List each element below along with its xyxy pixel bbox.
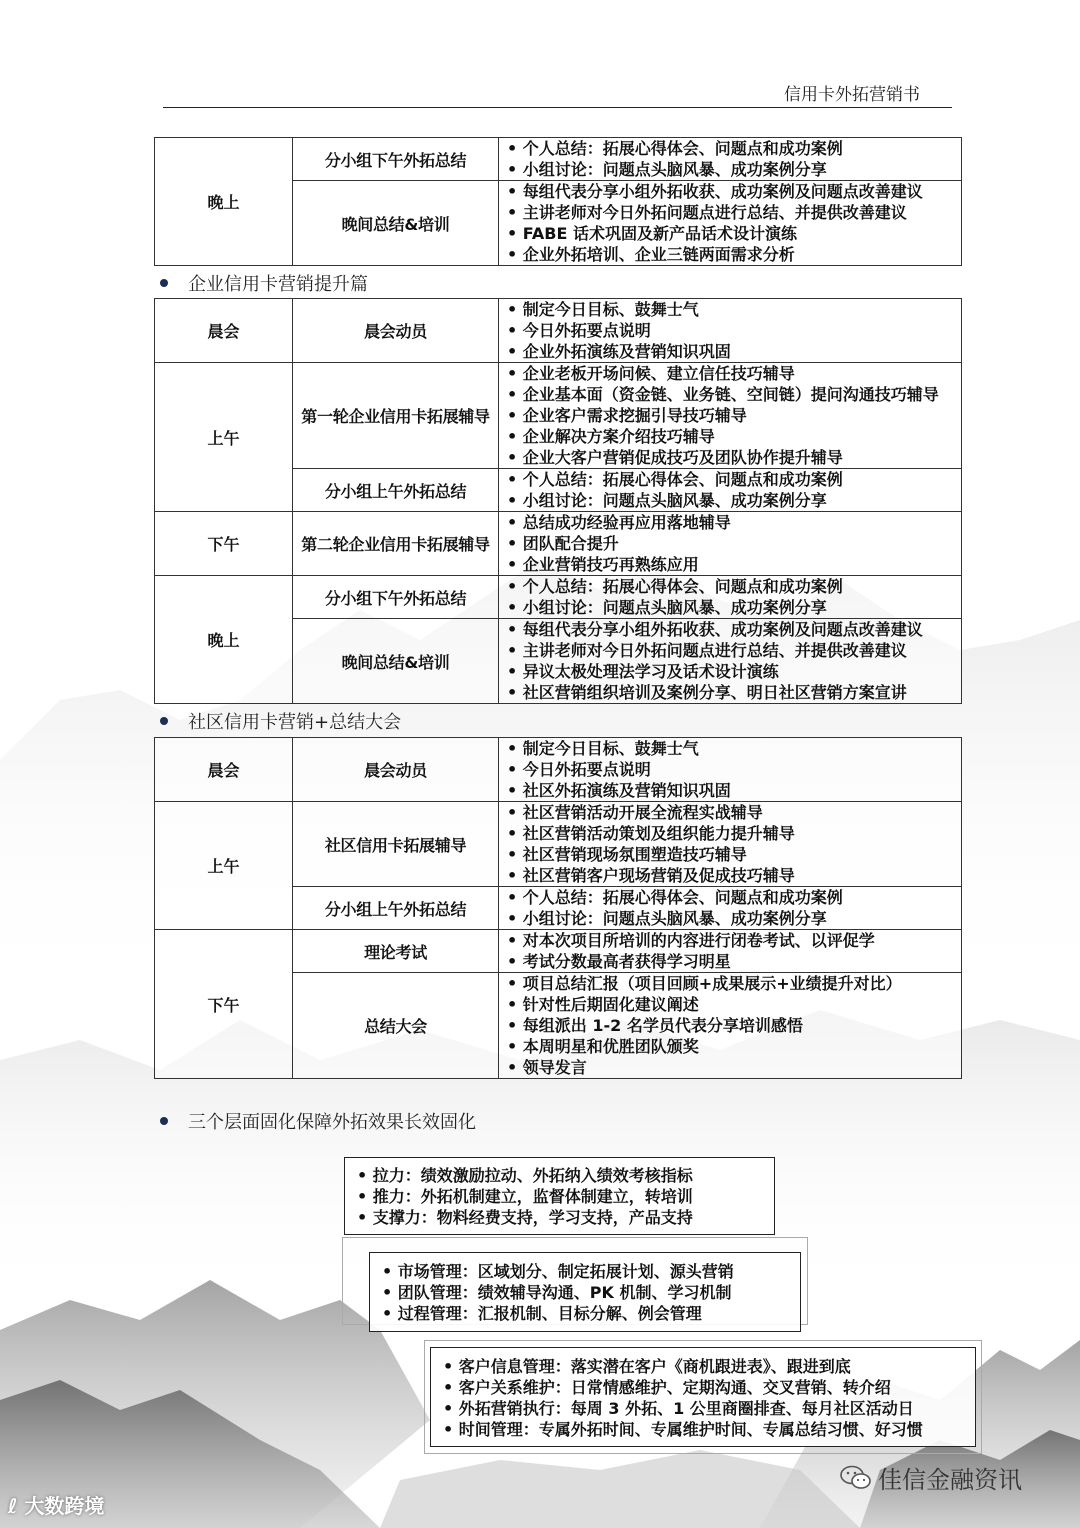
list-item: • 主讲老师对今日外拓问题点进行总结、并提供改善建议 [507,641,907,660]
list-item: • 项目总结汇报（项目回顾+成果展示+业绩提升对比） [507,974,902,993]
list-item: • 个人总结：拓展心得体会、问题点和成功案例 [507,470,843,489]
watermark-logo-icon: ℓ [8,1494,18,1518]
list-item: • 企业外拓培训、企业三链两面需求分析 [507,245,795,264]
list-item: • 制定今日目标、鼓舞士气 [507,739,699,758]
session-cell: 分小组上午外拓总结 [293,887,499,930]
bullet-dot-icon [160,1117,168,1125]
session-cell: 分小组下午外拓总结 [293,576,499,619]
box-line: • 客户关系维护：日常情感维护、定期沟通、交叉营销、转介绍 [443,1378,891,1397]
watermark-right [840,1460,1022,1495]
period-cell: 晨会 [155,299,293,363]
session-cell: 晨会动员 [293,299,499,363]
items-cell [499,576,962,619]
bullet-dot-icon [160,717,168,725]
box-line: • 市场管理：区域划分、制定拓展计划、源头营销 [382,1262,734,1281]
list-item: • 团队配合提升 [507,534,619,553]
list-item: • FABE 话术巩固及新产品话术设计演练 [507,224,797,243]
list-item: • 小组讨论：问题点头脑风暴、成功案例分享 [507,491,827,510]
items-cell [499,138,962,181]
list-item: • 社区外拓演练及营销知识巩固 [507,781,731,800]
list-item: • 针对性后期固化建议阐述 [507,995,699,1014]
list-item: • 企业客户需求挖掘引导技巧辅导 [507,406,747,425]
box-line: • 团队管理：绩效辅导沟通、PK 机制、学习机制 [382,1283,732,1302]
table-row [155,138,962,181]
page-header-title: 信用卡外拓营销书 [784,85,920,105]
table-row [155,930,962,973]
watermark-right-text: 佳信金融资讯 [878,1466,1022,1494]
schedule-table-2 [154,298,962,704]
session-cell: 第二轮企业信用卡拓展辅导 [293,512,499,576]
items-cell [499,887,962,930]
items-cell [499,973,962,1079]
table-row [155,576,962,619]
list-item: • 小组讨论：问题点头脑风暴、成功案例分享 [507,909,827,928]
schedule-table-1 [154,137,962,266]
period-cell: 上午 [155,363,293,512]
wechat-icon [840,1465,872,1491]
table-row [155,512,962,576]
watermark-left [8,1490,104,1519]
session-cell: 晚间总结&培训 [293,181,499,266]
period-cell: 下午 [155,930,293,1079]
list-item: • 主讲老师对今日外拓问题点进行总结、并提供改善建议 [507,203,907,222]
list-item: • 社区营销组织培训及案例分享、明日社区营销方案宣讲 [507,683,907,702]
list-item: • 企业外拓演练及营销知识巩固 [507,342,731,361]
list-item: • 今日外拓要点说明 [507,760,651,779]
items-cell [499,512,962,576]
list-item: • 社区营销客户现场营销及促成技巧辅导 [507,866,795,885]
items-cell [499,619,962,704]
list-item: • 个人总结：拓展心得体会、问题点和成功案例 [507,888,843,907]
items-cell [499,738,962,802]
list-item: • 社区营销活动开展全流程实战辅导 [507,803,763,822]
session-cell: 总结大会 [293,973,499,1079]
list-item: • 企业大客户营销促成技巧及团队协作提升辅导 [507,448,843,467]
list-item: • 社区营销活动策划及组织能力提升辅导 [507,824,795,843]
list-item: • 社区营销现场氛围塑造技巧辅导 [507,845,747,864]
table-row [155,738,962,802]
list-item: • 小组讨论：问题点头脑风暴、成功案例分享 [507,160,827,179]
section-heading-text: 三个层面固化保障外拓效果长效固化 [188,1112,476,1133]
period-cell: 晚上 [155,138,293,266]
box-line: • 客户信息管理：落实潜在客户《商机跟进表》、跟进到底 [443,1357,851,1376]
list-item: • 领导发言 [507,1058,587,1077]
section-heading-enterprise [160,270,368,296]
box-line: • 拉力：绩效激励拉动、外拓纳入绩效考核指标 [357,1166,693,1185]
header-divider [163,107,952,108]
consolidation-box-3 [430,1347,976,1447]
items-cell [499,181,962,266]
session-cell: 理论考试 [293,930,499,973]
consolidation-box-2 [369,1252,801,1332]
section-heading-community [160,708,401,734]
session-cell: 晚间总结&培训 [293,619,499,704]
box-line: • 支撑力：物料经费支持，学习支持，产品支持 [357,1208,693,1227]
box-line: • 外拓营销执行：每周 3 外拓、1 公里商圈排查、每月社区活动日 [443,1399,914,1418]
list-item: • 个人总结：拓展心得体会、问题点和成功案例 [507,139,843,158]
session-cell: 分小组下午外拓总结 [293,138,499,181]
session-cell: 第一轮企业信用卡拓展辅导 [293,363,499,469]
session-cell: 晨会动员 [293,738,499,802]
list-item: • 异议太极处理法学习及话术设计演练 [507,662,779,681]
items-cell [499,930,962,973]
period-cell: 上午 [155,802,293,930]
table-row [155,802,962,887]
list-item: • 总结成功经验再应用落地辅导 [507,513,731,532]
list-item: • 每组代表分享小组外拓收获、成功案例及问题点改善建议 [507,620,923,639]
items-cell [499,299,962,363]
period-cell: 晨会 [155,738,293,802]
box-line: • 推力：外拓机制建立，监督体制建立，转培训 [357,1187,693,1206]
items-cell [499,363,962,469]
list-item: • 企业营销技巧再熟练应用 [507,555,699,574]
list-item: • 本周明星和优胜团队颁奖 [507,1037,699,1056]
schedule-table-3 [154,737,962,1079]
box-line: • 过程管理：汇报机制、目标分解、例会管理 [382,1304,702,1323]
session-cell: 社区信用卡拓展辅导 [293,802,499,887]
list-item: • 制定今日目标、鼓舞士气 [507,300,699,319]
period-cell: 下午 [155,512,293,576]
list-item: • 今日外拓要点说明 [507,321,651,340]
list-item: • 每组派出 1-2 名学员代表分享培训感悟 [507,1016,803,1035]
list-item: • 企业老板开场问候、建立信任技巧辅导 [507,364,795,383]
session-cell: 分小组上午外拓总结 [293,469,499,512]
table-row [155,299,962,363]
watermark-left-text: 大数跨境 [24,1494,105,1518]
items-cell [499,469,962,512]
list-item: • 每组代表分享小组外拓收获、成功案例及问题点改善建议 [507,182,923,201]
section-heading-text: 社区信用卡营销+总结大会 [188,712,402,733]
section-heading-consolidation [160,1108,476,1134]
list-item: • 个人总结：拓展心得体会、问题点和成功案例 [507,577,843,596]
list-item: • 小组讨论：问题点头脑风暴、成功案例分享 [507,598,827,617]
section-heading-text: 企业信用卡营销提升篇 [188,274,368,295]
list-item: • 对本次项目所培训的内容进行闭卷考试、以评促学 [507,931,875,950]
period-cell: 晚上 [155,576,293,704]
items-cell [499,802,962,887]
consolidation-box-1 [344,1157,775,1235]
box-line: • 时间管理：专属外拓时间、专属维护时间、专属总结习惯、好习惯 [443,1420,923,1439]
table-row [155,363,962,469]
list-item: • 考试分数最高者获得学习明星 [507,952,731,971]
list-item: • 企业基本面（资金链、业务链、空间链）提问沟通技巧辅导 [507,385,939,404]
bullet-dot-icon [160,279,168,287]
list-item: • 企业解决方案介绍技巧辅导 [507,427,715,446]
